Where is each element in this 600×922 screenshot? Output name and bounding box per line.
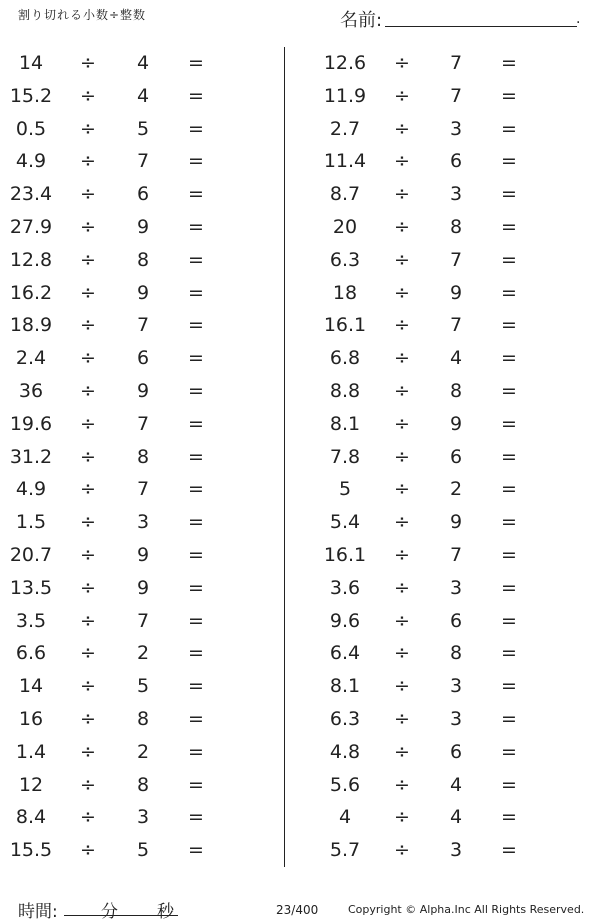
- problem-row: [0, 704, 300, 737]
- equals-sign: =: [501, 84, 517, 107]
- problem-row: [0, 212, 300, 245]
- equals-sign: =: [188, 576, 204, 599]
- division-sign: ÷: [394, 183, 410, 206]
- equals-sign: =: [188, 806, 204, 829]
- divisor: 3: [449, 839, 463, 862]
- equals-sign: =: [188, 773, 204, 796]
- dividend: 9.6: [329, 609, 361, 632]
- problem-row: [0, 802, 300, 835]
- division-sign: ÷: [394, 839, 410, 862]
- dividend: 16.1: [323, 314, 367, 337]
- problem-row: [0, 442, 300, 475]
- dividend: 27.9: [9, 215, 53, 238]
- equals-sign: =: [188, 215, 204, 238]
- divisor: 7: [136, 150, 150, 173]
- dividend: 8.4: [15, 806, 47, 829]
- dividend: 5.7: [329, 839, 361, 862]
- problem-row: [300, 638, 600, 671]
- problem-row: [300, 343, 600, 376]
- equals-sign: =: [501, 150, 517, 173]
- divisor: 8: [136, 248, 150, 271]
- problem-row: [300, 737, 600, 770]
- equals-sign: =: [501, 347, 517, 370]
- division-sign: ÷: [394, 379, 410, 402]
- divisor: 9: [449, 511, 463, 534]
- equals-sign: =: [188, 117, 204, 140]
- division-sign: ÷: [394, 707, 410, 730]
- division-sign: ÷: [80, 839, 96, 862]
- equals-sign: =: [501, 642, 517, 665]
- dividend: 16.1: [323, 543, 367, 566]
- divisor: 8: [449, 642, 463, 665]
- dividend: 3.6: [329, 576, 361, 599]
- division-sign: ÷: [80, 445, 96, 468]
- divisor: 2: [449, 478, 463, 501]
- dividend: 12: [18, 773, 44, 796]
- dividend: 8.1: [329, 412, 361, 435]
- division-sign: ÷: [80, 609, 96, 632]
- problem-row: [0, 245, 300, 278]
- division-sign: ÷: [80, 84, 96, 107]
- problem-row: [300, 770, 600, 803]
- dividend: 15.2: [9, 84, 53, 107]
- division-sign: ÷: [394, 445, 410, 468]
- equals-sign: =: [188, 543, 204, 566]
- division-sign: ÷: [80, 347, 96, 370]
- division-sign: ÷: [394, 314, 410, 337]
- divisor: 7: [136, 314, 150, 337]
- equals-sign: =: [501, 183, 517, 206]
- problem-row: [300, 310, 600, 343]
- equals-sign: =: [501, 314, 517, 337]
- dividend: 12.8: [9, 248, 53, 271]
- problem-row: [0, 278, 300, 311]
- dividend: 16.2: [9, 281, 53, 304]
- problem-row: [0, 835, 300, 868]
- name-input-line[interactable]: [385, 26, 577, 27]
- dividend: 3.5: [15, 609, 47, 632]
- worksheet-title: 割り切れる小数÷整数: [18, 8, 147, 22]
- divisor: 7: [136, 478, 150, 501]
- division-sign: ÷: [394, 117, 410, 140]
- divisor: 6: [449, 740, 463, 763]
- equals-sign: =: [501, 215, 517, 238]
- dividend: 4.9: [15, 478, 47, 501]
- divisor: 8: [136, 445, 150, 468]
- equals-sign: =: [188, 347, 204, 370]
- problem-row: [300, 245, 600, 278]
- equals-sign: =: [188, 445, 204, 468]
- division-sign: ÷: [394, 150, 410, 173]
- problem-row: [0, 474, 300, 507]
- division-sign: ÷: [394, 609, 410, 632]
- divisor: 8: [136, 707, 150, 730]
- dividend: 23.4: [9, 183, 53, 206]
- divisor: 9: [136, 543, 150, 566]
- problem-row: [0, 81, 300, 114]
- problem-row: [300, 409, 600, 442]
- right-problem-column: [300, 48, 600, 868]
- problem-row: [0, 146, 300, 179]
- divisor: 9: [136, 281, 150, 304]
- divisor: 3: [449, 117, 463, 140]
- divisor: 5: [136, 117, 150, 140]
- divisor: 4: [449, 773, 463, 796]
- equals-sign: =: [188, 379, 204, 402]
- problem-row: [0, 179, 300, 212]
- division-sign: ÷: [80, 52, 96, 74]
- division-sign: ÷: [80, 576, 96, 599]
- division-sign: ÷: [80, 248, 96, 271]
- division-sign: ÷: [80, 511, 96, 534]
- equals-sign: =: [501, 675, 517, 698]
- equals-sign: =: [188, 412, 204, 435]
- problem-row: [300, 474, 600, 507]
- equals-sign: =: [501, 609, 517, 632]
- equals-sign: =: [501, 445, 517, 468]
- dividend: 6.4: [329, 642, 361, 665]
- divisor: 6: [136, 347, 150, 370]
- problem-row: [300, 802, 600, 835]
- seconds-label: 秒: [157, 902, 174, 922]
- dividend: 5: [338, 478, 352, 501]
- equals-sign: =: [501, 52, 517, 74]
- equals-sign: =: [501, 543, 517, 566]
- dividend: 18: [332, 281, 358, 304]
- problem-row: [300, 376, 600, 409]
- divisor: 2: [136, 740, 150, 763]
- problem-row: [0, 48, 300, 81]
- division-sign: ÷: [80, 642, 96, 665]
- minutes-label: 分: [101, 902, 118, 922]
- dividend: 4.8: [329, 740, 361, 763]
- dividend: 36: [18, 379, 44, 402]
- equals-sign: =: [188, 642, 204, 665]
- problem-row: [300, 606, 600, 639]
- division-sign: ÷: [80, 314, 96, 337]
- name-label: 名前:: [340, 10, 383, 31]
- dividend: 1.5: [15, 511, 47, 534]
- divisor: 7: [449, 314, 463, 337]
- page-number: 23/400: [276, 903, 319, 917]
- equals-sign: =: [188, 707, 204, 730]
- division-sign: ÷: [80, 543, 96, 566]
- dividend: 4: [338, 806, 352, 829]
- division-sign: ÷: [80, 412, 96, 435]
- divisor: 7: [449, 543, 463, 566]
- equals-sign: =: [188, 248, 204, 271]
- dividend: 4.9: [15, 150, 47, 173]
- division-sign: ÷: [80, 773, 96, 796]
- dividend: 20.7: [9, 543, 53, 566]
- division-sign: ÷: [394, 347, 410, 370]
- division-sign: ÷: [80, 379, 96, 402]
- dividend: 8.7: [329, 183, 361, 206]
- dividend: 15.5: [9, 839, 53, 862]
- problem-row: [300, 442, 600, 475]
- division-sign: ÷: [80, 806, 96, 829]
- dividend: 6.3: [329, 707, 361, 730]
- equals-sign: =: [501, 248, 517, 271]
- problem-row: [300, 704, 600, 737]
- division-sign: ÷: [80, 707, 96, 730]
- equals-sign: =: [501, 806, 517, 829]
- problem-row: [0, 507, 300, 540]
- divisor: 8: [449, 379, 463, 402]
- equals-sign: =: [188, 609, 204, 632]
- division-sign: ÷: [394, 281, 410, 304]
- division-sign: ÷: [80, 675, 96, 698]
- equals-sign: =: [501, 576, 517, 599]
- divisor: 3: [449, 576, 463, 599]
- problem-row: [0, 409, 300, 442]
- equals-sign: =: [501, 707, 517, 730]
- equals-sign: =: [501, 478, 517, 501]
- division-sign: ÷: [394, 576, 410, 599]
- dividend: 13.5: [9, 576, 53, 599]
- problem-row: [300, 835, 600, 868]
- problem-row: [300, 278, 600, 311]
- problem-row: [300, 507, 600, 540]
- problem-row: [300, 573, 600, 606]
- divisor: 4: [136, 84, 150, 107]
- division-sign: ÷: [80, 150, 96, 173]
- equals-sign: =: [188, 740, 204, 763]
- division-sign: ÷: [394, 543, 410, 566]
- division-sign: ÷: [394, 412, 410, 435]
- dividend: 6.6: [15, 642, 47, 665]
- problem-row: [300, 81, 600, 114]
- divisor: 6: [449, 445, 463, 468]
- problem-row: [0, 638, 300, 671]
- divisor: 6: [449, 150, 463, 173]
- problem-row: [300, 146, 600, 179]
- equals-sign: =: [188, 84, 204, 107]
- equals-sign: =: [188, 52, 204, 74]
- problem-row: [300, 179, 600, 212]
- problem-row: [300, 212, 600, 245]
- dividend: 8.8: [329, 379, 361, 402]
- equals-sign: =: [501, 773, 517, 796]
- division-sign: ÷: [394, 806, 410, 829]
- division-sign: ÷: [80, 281, 96, 304]
- divisor: 3: [449, 183, 463, 206]
- problem-row: [0, 114, 300, 147]
- problem-row: [0, 737, 300, 770]
- division-sign: ÷: [394, 248, 410, 271]
- divisor: 7: [449, 52, 463, 74]
- problem-row: [0, 343, 300, 376]
- equals-sign: =: [188, 478, 204, 501]
- divisor: 8: [136, 773, 150, 796]
- left-problem-column: [0, 48, 300, 868]
- equals-sign: =: [501, 511, 517, 534]
- dividend: 20: [332, 215, 358, 238]
- equals-sign: =: [501, 281, 517, 304]
- division-sign: ÷: [394, 773, 410, 796]
- dividend: 19.6: [9, 412, 53, 435]
- problem-row: [0, 310, 300, 343]
- division-sign: ÷: [394, 642, 410, 665]
- division-sign: ÷: [394, 84, 410, 107]
- problem-row: [0, 606, 300, 639]
- dividend: 8.1: [329, 675, 361, 698]
- dividend: 18.9: [9, 314, 53, 337]
- division-sign: ÷: [394, 478, 410, 501]
- problem-row: [300, 540, 600, 573]
- problem-row: [0, 671, 300, 704]
- equals-sign: =: [501, 740, 517, 763]
- divisor: 9: [136, 576, 150, 599]
- divisor: 3: [449, 675, 463, 698]
- dividend: 11.4: [323, 150, 367, 173]
- dividend: 6.8: [329, 347, 361, 370]
- divisor: 8: [449, 215, 463, 238]
- name-dot: .: [576, 11, 581, 27]
- divisor: 5: [136, 839, 150, 862]
- equals-sign: =: [188, 314, 204, 337]
- divisor: 4: [136, 52, 150, 74]
- divisor: 3: [136, 511, 150, 534]
- equals-sign: =: [501, 117, 517, 140]
- dividend: 16: [18, 707, 44, 730]
- dividend: 2.4: [15, 347, 47, 370]
- dividend: 12.6: [323, 52, 367, 74]
- divisor: 6: [136, 183, 150, 206]
- problem-row: [300, 114, 600, 147]
- equals-sign: =: [188, 281, 204, 304]
- divisor: 7: [449, 84, 463, 107]
- divisor: 6: [449, 609, 463, 632]
- divisor: 7: [136, 412, 150, 435]
- divisor: 4: [449, 347, 463, 370]
- problem-row: [0, 540, 300, 573]
- division-sign: ÷: [80, 478, 96, 501]
- divisor: 9: [449, 281, 463, 304]
- dividend: 14: [18, 52, 44, 74]
- problem-row: [300, 48, 600, 81]
- divisor: 3: [136, 806, 150, 829]
- dividend: 1.4: [15, 740, 47, 763]
- equals-sign: =: [188, 183, 204, 206]
- dividend: 5.6: [329, 773, 361, 796]
- problem-row: [0, 573, 300, 606]
- divisor: 9: [449, 412, 463, 435]
- divisor: 3: [449, 707, 463, 730]
- problem-row: [0, 376, 300, 409]
- dividend: 5.4: [329, 511, 361, 534]
- division-sign: ÷: [80, 215, 96, 238]
- division-sign: ÷: [394, 740, 410, 763]
- divisor: 9: [136, 215, 150, 238]
- dividend: 6.3: [329, 248, 361, 271]
- dividend: 11.9: [323, 84, 367, 107]
- equals-sign: =: [188, 839, 204, 862]
- division-sign: ÷: [394, 52, 410, 74]
- time-label: 時間:: [18, 902, 58, 922]
- division-sign: ÷: [394, 675, 410, 698]
- problem-row: [0, 770, 300, 803]
- equals-sign: =: [501, 839, 517, 862]
- equals-sign: =: [501, 379, 517, 402]
- dividend: 0.5: [15, 117, 47, 140]
- dividend: 14: [18, 675, 44, 698]
- divisor: 7: [136, 609, 150, 632]
- dividend: 7.8: [329, 445, 361, 468]
- divisor: 4: [449, 806, 463, 829]
- equals-sign: =: [501, 412, 517, 435]
- equals-sign: =: [188, 150, 204, 173]
- division-sign: ÷: [394, 511, 410, 534]
- copyright-notice: Copyright © Alpha.Inc All Rights Reserved.: [348, 903, 585, 916]
- dividend: 2.7: [329, 117, 361, 140]
- problem-row: [300, 671, 600, 704]
- equals-sign: =: [188, 675, 204, 698]
- division-sign: ÷: [80, 183, 96, 206]
- divisor: 7: [449, 248, 463, 271]
- division-sign: ÷: [394, 215, 410, 238]
- divisor: 2: [136, 642, 150, 665]
- equals-sign: =: [188, 511, 204, 534]
- division-sign: ÷: [80, 117, 96, 140]
- divisor: 9: [136, 379, 150, 402]
- division-sign: ÷: [80, 740, 96, 763]
- dividend: 31.2: [9, 445, 53, 468]
- divisor: 5: [136, 675, 150, 698]
